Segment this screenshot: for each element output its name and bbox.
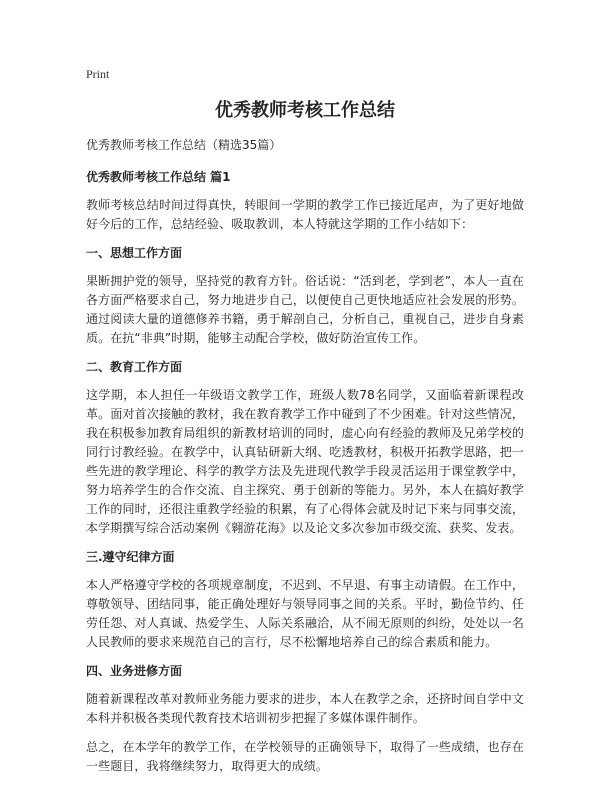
section-body-education: 这学期，本人担任一年级语文教学工作，班级人数78名同学，又面临着新课程改革。面对首次接触的教材，我在教育教学工作中碰到了不少困难。针对这些情况，我在积极参加教育局组织的新教材培训的同时，虚心向有经验的教师及兄弟学校的同行讨教经验。在教学中，认真钻研新大纲、吃透教材，积极开拓教学思路，把一些先进的教学理论、科学的教学方法及先进现代教学手段灵活运用于课堂教学中，努力培养学生的合作交流、自主探究、勇于创新的等能力。另外，本人在搞好教学工作的同时，还很注重教学经验的积累，有了心得体会就及时记下来与同事交流，本学期撰写综合活动案例《翱游花海》以及论文多次参加市级交流、获奖、发表。: [86, 388, 524, 535]
conclusion-paragraph: 总之，在本学年的教学工作，在学校领导的正确领导下，取得了一些成绩，也存在一些题目，我将继续努力，取得更大的成绩。: [86, 740, 524, 773]
section-heading-discipline: 三.遵守纪律方面: [86, 550, 175, 564]
document-subtitle: 优秀教师考核工作总结（精选35篇）: [86, 138, 282, 152]
section-body-discipline: 本人严格遵守学校的各项规章制度，不迟到、不早退、有事主动请假。在工作中，尊敬领导、团结同事，能正确处理好与领导同事之间的关系。平时，勤俭节约、任劳任怨、对人真诚、热爱学生、人际关系融洽，从不闹无原则的纠纷，处处以一名人民教师的要求来规范自己的言行，尽不松懈地培养自己的综合素质和能力。: [86, 578, 524, 649]
intro-paragraph: 教师考核总结时间过得真快，转眼间一学期的教学工作已接近尾声，为了更好地做好今后的工作，总结经验、吸取教训，本人特就这学期的工作小结如下：: [86, 198, 524, 231]
print-link[interactable]: Print: [86, 67, 110, 81]
section-heading-education: 二、教育工作方面: [86, 360, 183, 374]
section-heading-thought: 一、思想工作方面: [86, 246, 183, 260]
part-heading: 优秀教师考核工作总结 篇1: [86, 170, 231, 184]
page-title: 优秀教师考核工作总结: [215, 100, 395, 121]
section-body-thought: 果断拥护党的领导，坚持党的教育方针。俗话说：“活到老，学到老”，本人一直在各方面严格要求自己，努力地进步自己，以便使自己更快地适应社会发展的形势。通过阅读大量的道德修养书籍，勇于解剖自己，分析自己，重视自己，进步自身素质。在抗“非典”时期，能够主动配合学校，做好防治宣传工作。: [86, 274, 524, 345]
section-heading-study: 四、业务进修方面: [86, 664, 183, 678]
section-body-study: 随着新课程改革对教师业务能力要求的进步，本人在教学之余，还挤时间自学中文本科并积极各类现代教育技术培训初步把握了多媒体课件制作。: [86, 692, 524, 725]
document-page: [86, 66, 524, 786]
